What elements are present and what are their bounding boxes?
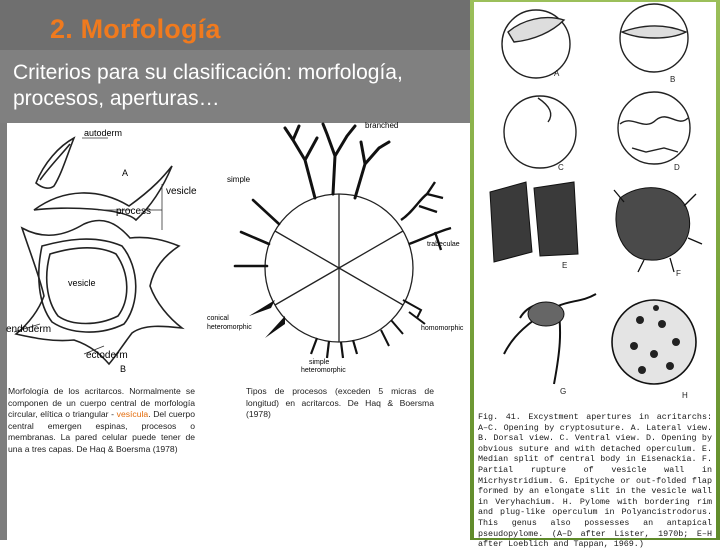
label-vesicle-inner: vesicle	[68, 278, 96, 288]
label-letter-a: A	[122, 168, 129, 178]
center-figure-caption: Tipos de procesos (exceden 5 micras de longitud) en acritarcos. De Haq & Boersma (1978)	[246, 386, 434, 420]
label-ectoderm: ectoderm	[86, 350, 128, 361]
label-simple-top: simple	[227, 175, 251, 184]
fig-letter-c: C	[558, 163, 564, 172]
highlight-vesicula: vesícula	[116, 409, 149, 420]
label-simple-heteromorphic: simple heteromorphic	[301, 359, 346, 374]
fig-letter-h: H	[682, 391, 688, 400]
label-vesicle-outer: vesicle	[166, 186, 197, 197]
fig-letter-e: E	[562, 261, 568, 270]
fig-letter-f: F	[676, 269, 681, 278]
label-conical-heteromorphic: conical heteromorphic	[207, 315, 252, 331]
slide-title: 2. Morfología	[50, 14, 221, 44]
left-figure-caption: Morfología de los acritarcos. Normalmente se componen de un cuerpo central de morfología circular, elítica o triangular - vesícula. Del cuerpo central emergen espinas, procesos o membranas. La pared celular puede tener de una a tres capas. De Haq & Boersma (1978)	[8, 386, 195, 454]
label-autoderm: autoderm	[84, 128, 123, 138]
fig-letter-b: B	[670, 75, 676, 84]
acritarch-morphology-diagram	[4, 128, 204, 374]
fig-letter-g: G	[560, 387, 567, 396]
label-branched: branched	[365, 121, 399, 130]
process-types-diagram	[205, 120, 473, 374]
label-homomorphic: homomorphic	[421, 325, 464, 332]
excystment-figure-caption: Fig. 41. Excystment apertures in acritarchs: A–C. Opening by cryptosuture. A. Lateral view. B. Dorsal view. C. Ventral view. D. Opening by obvious suture and with detached operculum. E. Median split of central body in Eisenackia. F. Partial rupture of vesicle wall in Micrhystridium. G. Epityche or out-folded flap formed by an elongate slit in the vesicle wall in Veryhachium. H. Pylome with bordering rim and plug-like operculum in Polyancistrodorus. This genus also possesses an antapical pseudopylome. (A–D after Lister, 1970b; E–H after Loeblich and Tappan, 1969.)	[478, 412, 712, 550]
label-endoderm: endoderm	[6, 324, 52, 335]
excystment-apertures-figure	[474, 2, 716, 410]
slide-subtitle: Criterios para su clasificación: morfología, procesos, aperturas…	[13, 61, 403, 110]
fig-letter-a: A	[554, 69, 560, 78]
label-letter-b: B	[120, 364, 127, 374]
label-trabeculae: trabeculae	[427, 241, 460, 248]
fig-letter-d: D	[674, 163, 680, 172]
label-process: process	[116, 206, 152, 217]
